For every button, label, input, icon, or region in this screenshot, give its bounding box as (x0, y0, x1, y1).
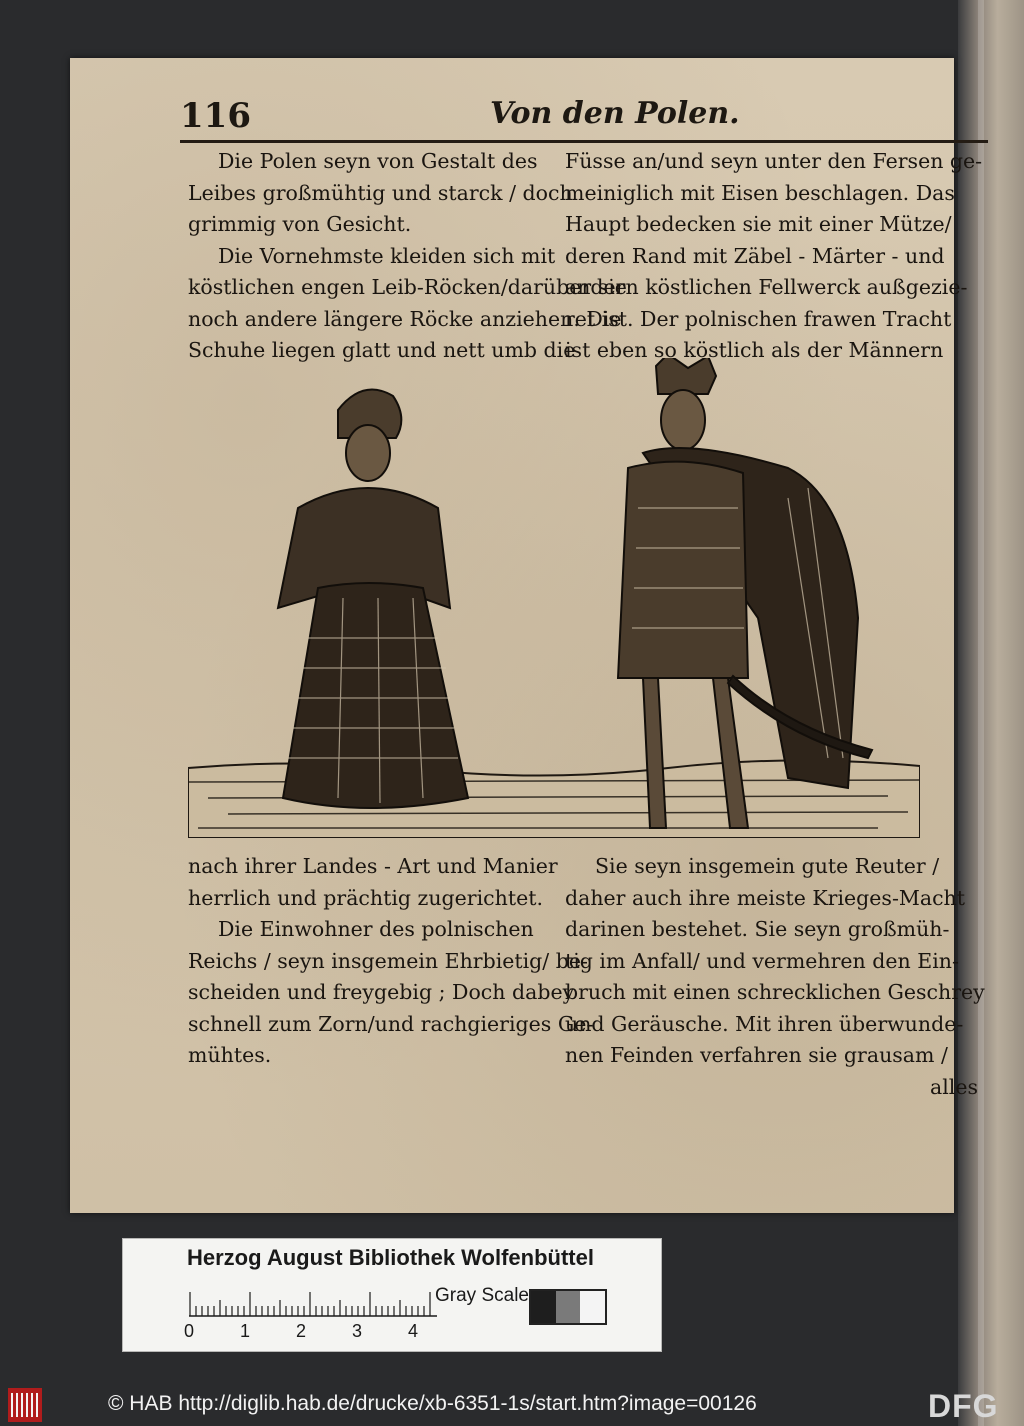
text-line: köstlichen engen Leib-Röcken/darüber sie (188, 275, 627, 299)
page-number: 116 (180, 96, 251, 136)
text-line: Haupt bedecken sie mit einer Mütze/ (565, 212, 952, 236)
text-line: Reichs / seyn insgemein Ehrbietig/ be- (188, 948, 588, 973)
gray-swatch-light (580, 1291, 605, 1323)
man-figure (618, 358, 872, 828)
text-column-top-right (565, 146, 990, 367)
text-line: andern köstlichen Fellwerck außgezie- (565, 275, 968, 299)
ruler-number: 3 (352, 1321, 363, 1341)
text-line: Die Polen seyn von Gestalt des (218, 149, 538, 173)
text-line: herrlich und prächtig zugerichtet. (188, 885, 543, 910)
text-line: tig im Anfall/ und vermehren den Ein- (565, 948, 959, 973)
text-line: Die Einwohner des polnischen (218, 917, 534, 941)
text-line: Schuhe liegen glatt und nett umb die (188, 338, 576, 362)
text-line: Leibes großmühtig und starck / doch (188, 180, 573, 205)
color-calibration-target (122, 1238, 662, 1352)
book-page (70, 58, 985, 1213)
running-head: Von den Polen. (490, 96, 740, 131)
text-column-top-left (188, 146, 627, 367)
ruler-number: 2 (296, 1321, 307, 1341)
text-line: meiniglich mit Eisen beschlagen. Das (565, 180, 955, 205)
footer-bar (0, 1384, 1024, 1426)
text-line: bruch mit einen schrecklichen Geschrey (565, 980, 985, 1004)
page-header (180, 96, 980, 136)
text-line: nen Feinden verfahren sie grausam / (565, 1043, 948, 1067)
ruler-number: 4 (408, 1321, 419, 1341)
catchword: alles (930, 1074, 978, 1099)
dfg-logo: DFG (928, 1388, 999, 1424)
text-line: Füsse an/und seyn unter den Fersen ge- (565, 149, 983, 173)
ruler-number: 0 (184, 1321, 195, 1341)
text-line: schnell zum Zorn/und rachgieriges Ge- (188, 1011, 594, 1036)
text-line: und Geräusche. Mit ihren überwunde- (565, 1011, 964, 1036)
text-line: daher auch ihre meiste Krieges-Macht (565, 885, 966, 910)
hab-logo-icon (8, 1388, 42, 1422)
text-line: noch andere längere Röcke anziehen. Die (188, 306, 622, 331)
footer-credit: © HAB http://diglib.hab.de/drucke/xb-6351-1s/start.htm?image=00126 (108, 1392, 757, 1415)
text-line: nach ihrer Landes - Art und Manier (188, 854, 558, 878)
woodcut-illustration-icon (188, 358, 920, 838)
header-rule (180, 140, 988, 143)
scale-ruler-icon (189, 1291, 439, 1317)
text-line: deren Rand mit Zäbel - Märter - und (565, 243, 945, 268)
text-column-bottom-right (565, 851, 990, 1103)
text-line: ret ist. Der polnischen frawen Tracht (565, 306, 952, 331)
ruler-number: 1 (240, 1321, 251, 1341)
text-line: Die Vornehmste kleiden sich mit (218, 243, 556, 268)
text-line: darinen bestehet. Sie seyn großmüh- (565, 917, 950, 941)
text-line: mühtes. (188, 1043, 272, 1067)
text-line: grimmig von Gesicht. (188, 212, 412, 236)
text-line: scheiden und freygebig ; Doch dabey (188, 980, 575, 1004)
text-line: ist eben so köstlich als der Männern (565, 338, 944, 362)
gray-swatch-dark (531, 1291, 556, 1323)
text-column-bottom-left (188, 851, 623, 1072)
text-line: Sie seyn insgemein gute Reuter / (595, 854, 940, 878)
library-name: Herzog August Bibliothek Wolfenbüttel (187, 1245, 594, 1270)
gray-scale-swatches (529, 1289, 607, 1325)
gray-swatch-mid (556, 1291, 581, 1323)
woman-figure (278, 390, 468, 808)
gray-scale-label: Gray Scale (435, 1285, 529, 1306)
